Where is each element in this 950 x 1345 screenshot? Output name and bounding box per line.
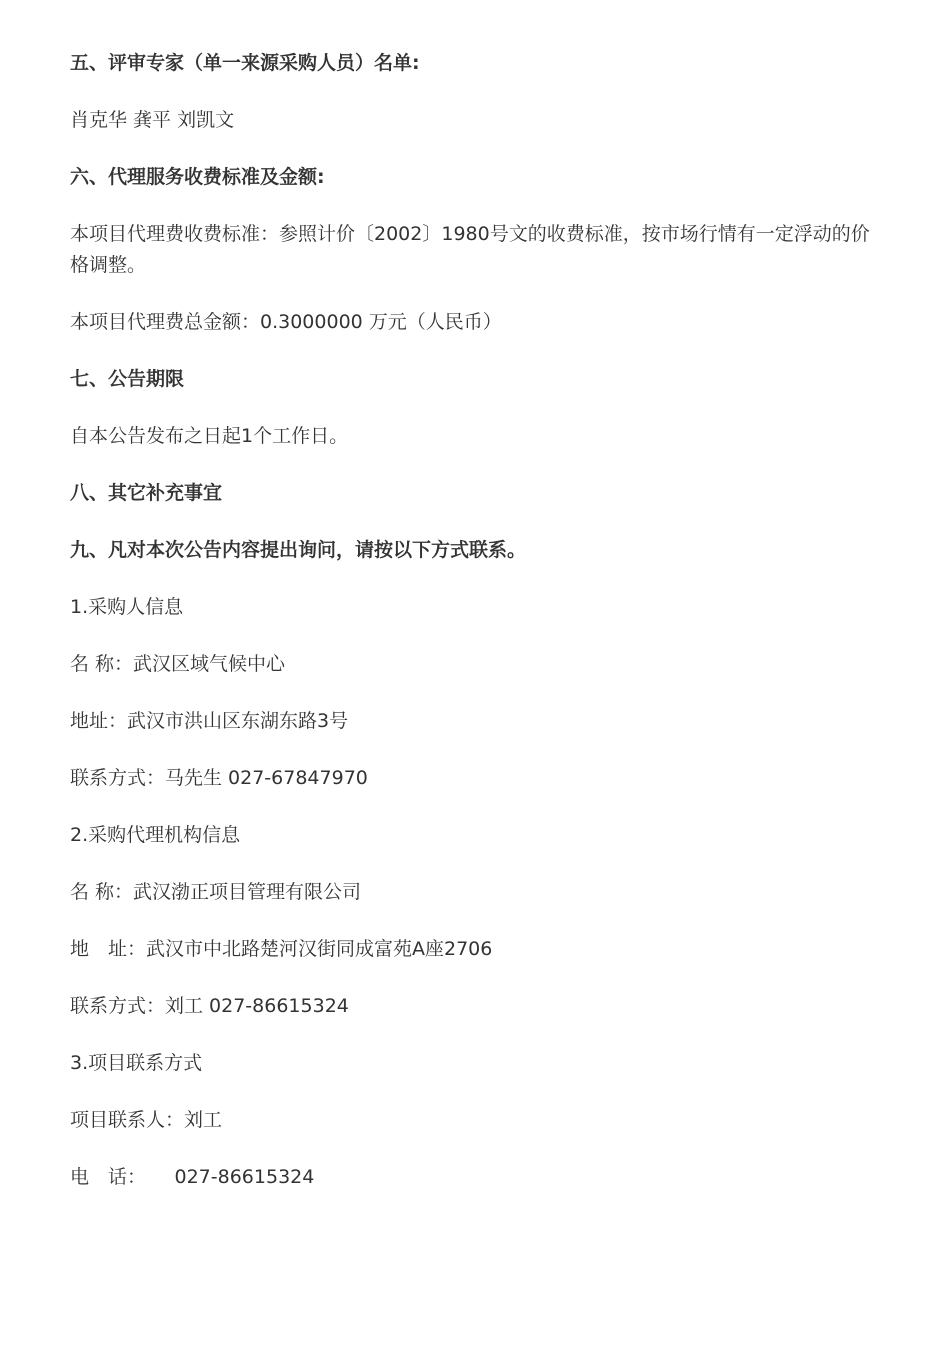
agency-address: 地 址：武汉市中北路楚河汉街同成富苑A座2706 — [70, 938, 493, 960]
section-eight-heading: 八、其它补充事宜 — [70, 482, 223, 504]
agency-contact: 联系方式：刘工 027-86615324 — [70, 995, 349, 1017]
section-five-heading: 五、评审专家（单一来源采购人员）名单: — [70, 52, 420, 74]
purchaser-address: 地址：武汉市洪山区东湖东路3号 — [70, 710, 349, 732]
project-contact-phone: 电 话： 027-86615324 — [70, 1166, 315, 1188]
section-nine-heading: 九、凡对本次公告内容提出询问，请按以下方式联系。 — [70, 539, 527, 561]
purchaser-contact: 联系方式：马先生 027-67847970 — [70, 767, 368, 789]
section-six-heading: 六、代理服务收费标准及金额: — [70, 166, 325, 188]
agency-info-title: 2.采购代理机构信息 — [70, 824, 241, 846]
purchaser-name: 名 称：武汉区域气候中心 — [70, 653, 286, 675]
expert-names: 肖克华 龚平 刘凯文 — [70, 109, 235, 131]
section-seven-heading: 七、公告期限 — [70, 368, 185, 390]
project-contact-title: 3.项目联系方式 — [70, 1052, 203, 1074]
fee-standard: 本项目代理费收费标准：参照计价〔2002〕1980号文的收费标准，按市场行情有一定浮动的价格调整。 — [70, 223, 870, 276]
purchaser-info-title: 1.采购人信息 — [70, 596, 184, 618]
announcement-document — [70, 48, 880, 1219]
project-contact-person: 项目联系人：刘工 — [70, 1109, 223, 1131]
agency-name: 名 称：武汉渤正项目管理有限公司 — [70, 881, 362, 903]
announcement-period: 自本公告发布之日起1个工作日。 — [70, 425, 349, 447]
fee-amount: 本项目代理费总金额：0.3000000 万元（人民币） — [70, 311, 502, 333]
